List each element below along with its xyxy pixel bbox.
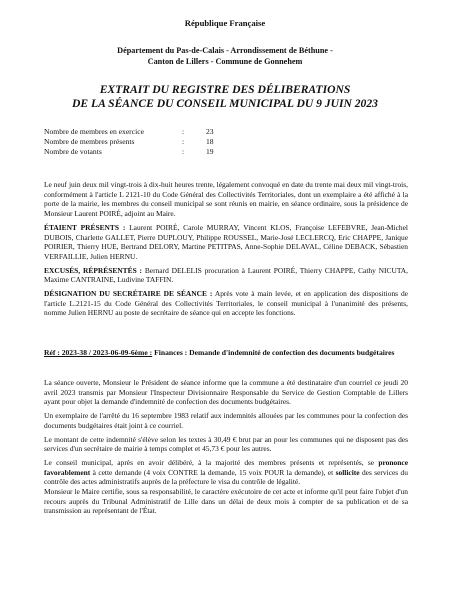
decision-text: à cette demande (4 voix CONTRE la demande, 15 voix POUR la demande), et [90, 467, 336, 477]
count-label: Nombre de membres présents [44, 137, 135, 146]
intro-paragraph: Le neuf juin deux mil vingt-trois à dix-huit heures trente, légalement convoqué en date du trente mai deux mil vingt-trois, conformément à l'article L 2121-10 du Code Général des Collectivités Territoriales, dont un exemplaire a été affiché à la porte de la mairie, les membres du conseil municipal se sont réunis en mairie, en séance ordinaire, sous la présidence de Monsieur Laurent POIRÉ, adjoint au Maire. [44, 180, 408, 219]
secretary-text: Après vote à main levée, et en application des dispositions de l'article L.2121-15 du Code Général des Collectivités Territoriales, le conseil municipal à l'unanimité des présents, nomme Julien HERNU au poste de secrétaire de séance qui en accepte les fonctions. [44, 289, 408, 318]
title-line-2: DE LA SÉANCE DU CONSEIL MUNICIPAL DU 9 JUIN 2023 [72, 97, 378, 110]
count-value: 23 [206, 127, 214, 136]
count-label: Nombre de membres en exercice [44, 127, 144, 136]
document-title [20, 83, 430, 111]
session-block [44, 180, 408, 322]
members-count-table [44, 127, 226, 157]
count-label: Nombre de votants [44, 147, 102, 156]
body-paragraph: Un exemplaire de l'arrêté du 16 septembre 1983 relatif aux indemnités allouées par les communes pour la confection des documents budgétaires était joint à ce courriel. [44, 411, 408, 430]
count-value: 19 [206, 147, 214, 156]
decision-paragraph [44, 458, 408, 487]
department-line-1: Département du Pas-de-Calais - Arrondissement de Béthune - [117, 46, 333, 55]
presents-paragraph [44, 223, 408, 262]
decision-text: Le conseil municipal, après en avoir délibéré, à la majorité des membres présents et représentés, se [44, 457, 379, 467]
title-line-1: EXTRAIT DU REGISTRE DES DÉLIBERATIONS [99, 83, 351, 96]
republic-heading: République Française [184, 18, 266, 28]
decision-text: des services du contrôle des actes administratifs auprès de la préfecture le visa du contrôle de légalité. [44, 467, 408, 487]
decision-bold: sollicite [335, 467, 360, 477]
count-value: 18 [206, 137, 214, 146]
excuses-list: Bernard DELELIS procuration à Laurent POIRÉ, Thierry CHAPPE, Cathy NICUTA, Maxime CANTRAINE, Ludivine TAFFIN. [44, 265, 409, 285]
count-row [44, 147, 226, 157]
count-colon: : [182, 147, 185, 156]
deliberation-reference [44, 348, 408, 358]
count-row [44, 137, 226, 147]
body-paragraph: La séance ouverte, Monsieur le Président de séance informe que la commune a été destinataire d'un courriel ce jeudi 20 avril 2023 transmis par Monsieur l'Inspecteur Divisionnaire Responsable du Service de Gestion Comptable de Lillers ayant pour objet la demande d'indemnité de confection des documents budgétaires. [44, 378, 408, 407]
excuses-label: EXCUSÉS, RÉPRÉSENTÉS : [44, 265, 143, 275]
reference-title: Finances : Demande d'indemnité de confection des documents budgétaires [154, 348, 395, 357]
deliberation-body [44, 378, 408, 520]
department-heading [30, 45, 420, 67]
secretary-label: DÉSIGNATION DU SECRÉTAIRE DE SÉANCE : [44, 289, 213, 299]
count-colon: : [182, 127, 185, 136]
count-row [44, 127, 226, 137]
presents-label: ÉTAIENT PRÉSENTS : [44, 222, 126, 232]
body-paragraph: Le montant de cette indemnité s'élève selon les textes à 30,49 € brut par an pour les communes qui ne disposent pas des services d'un secrétaire de mairie à temps complet et 45,73 € pour les autres. [44, 434, 408, 454]
secretary-paragraph [44, 289, 408, 318]
closing-paragraph: Monsieur le Maire certifie, sous sa responsabilité, le caractère exécutoire de cet acte et informe qu'il peut faire l'objet d'un recours auprès du Tribunal Administratif de Lille dans un délai de deux mois à compter de sa publication et de sa transmission au représentant de l'État. [44, 487, 408, 516]
decision-bold: prononce favorablement [44, 457, 408, 477]
department-line-2: Canton de Lillers - Commune de Gonnehem [147, 57, 303, 66]
presents-list: Laurent POIRÉ, Carole MURRAY, Vincent KLOS, Françoise LEFEBVRE, Jean-Michel DUBOIS, Charlette GALLET, Pierre DUPLOUY, Philippe ROUSSEL, Marie-José LECLERCQ, Eric CHAPPE, Janique POIRIER, Thierry HUE, Bertrand DELORY, Martine PETITPAS, Anne-Sophie DELAVAL, Céline DEBACK, Sébastien VERFAILLIE, Julien HERNU. [44, 222, 409, 261]
count-colon: : [182, 137, 185, 146]
reference-code: Réf : 2023-38 / 2023-06-09-6ème : [44, 348, 153, 357]
excuses-paragraph [44, 266, 408, 285]
